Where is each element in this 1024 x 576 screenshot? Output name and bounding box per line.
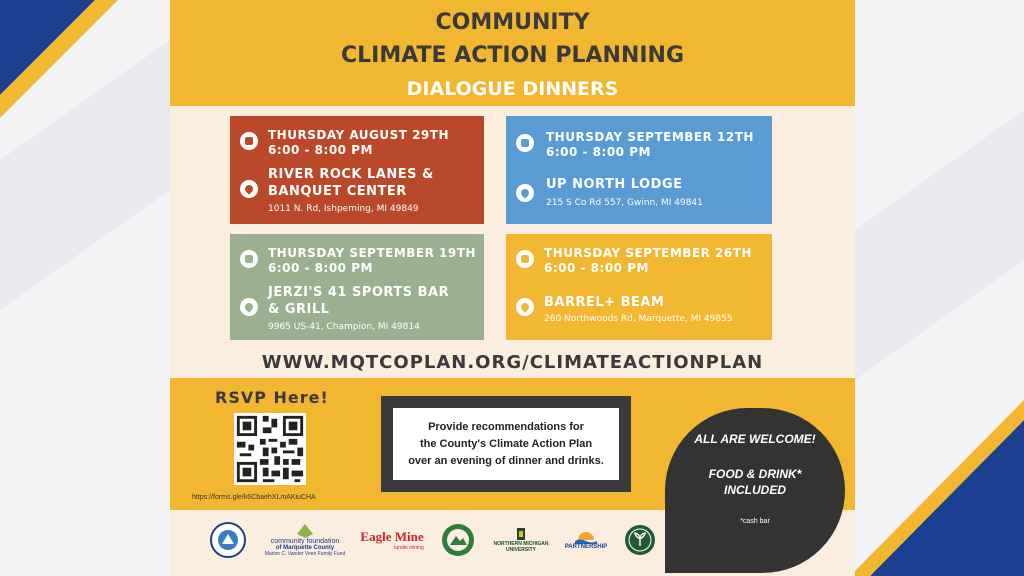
- location-pin-icon: [516, 184, 534, 202]
- event-date: THURSDAY SEPTEMBER 12TH: [546, 130, 754, 144]
- leaf-icon: [297, 524, 313, 538]
- website-url[interactable]: WWW.MQTCOPLAN.ORG/CLIMATEACTIONPLAN: [261, 352, 764, 373]
- venue-name: BARREL+ BEAM: [544, 295, 665, 310]
- food-drink-line-2: INCLUDED: [724, 483, 786, 497]
- event-date: THURSDAY AUGUST 29TH: [268, 128, 450, 142]
- location-pin-icon: [240, 298, 258, 316]
- event-card-aug-29: [230, 116, 484, 224]
- seal-icon: [210, 522, 246, 558]
- sun-wave-icon: [575, 530, 597, 544]
- calendar-icon: [516, 250, 534, 268]
- location-pin-icon: [516, 298, 534, 316]
- cash-bar-note: *cash bar: [740, 518, 770, 525]
- venue-address: 260 Northwoods Rd, Marquette, MI 49855: [544, 314, 733, 324]
- calendar-icon: [240, 250, 258, 268]
- dark-green-circle-logo: [622, 522, 658, 558]
- welcome-text: ALL ARE WELCOME!: [694, 432, 816, 446]
- title-line-1: COMMUNITY: [435, 10, 590, 35]
- description-line-1: Provide recommendations for: [428, 420, 584, 433]
- nmu-emblem-icon: [514, 527, 528, 541]
- mountain-icon: [441, 523, 475, 557]
- description-box: [381, 396, 631, 492]
- venue-name-line-2: BANQUET CENTER: [268, 184, 407, 199]
- flyer: [170, 0, 855, 576]
- location-pin-icon: [240, 180, 258, 198]
- event-time: 6:00 - 8:00 PM: [268, 143, 373, 157]
- partnership-logo: PARTNERSHIP: [558, 522, 614, 558]
- calendar-icon: [240, 132, 258, 150]
- venue-name-line-1: RIVER ROCK LANES &: [268, 167, 434, 182]
- venue-name-line-1: JERZI'S 41 SPORTS BAR: [268, 285, 450, 300]
- calendar-icon: [516, 134, 534, 152]
- title-line-3: DIALOGUE DINNERS: [406, 78, 619, 100]
- description-line-3: over an evening of dinner and drinks.: [408, 454, 604, 467]
- venue-address: 9965 US-41, Champion, MI 49814: [268, 322, 420, 332]
- event-time: 6:00 - 8:00 PM: [268, 261, 373, 275]
- event-date: THURSDAY SEPTEMBER 19TH: [268, 246, 476, 260]
- event-card-sep-12: [506, 116, 772, 224]
- plant-icon: [624, 524, 656, 556]
- header-band: [170, 0, 855, 106]
- green-circle-logo: [440, 522, 476, 558]
- title-line-2: CLIMATE ACTION PLANNING: [340, 43, 685, 68]
- event-card-sep-26: [506, 234, 772, 340]
- venue-address: 215 S Co Rd 557, Gwinn, MI 49841: [546, 198, 703, 208]
- marquette-county-seal-logo: [208, 522, 248, 558]
- event-time: 6:00 - 8:00 PM: [546, 145, 651, 159]
- community-foundation-logo: community foundation of Marquette County Marion C. Vander Veen Family Fund: [262, 522, 348, 558]
- food-drink-line-1: FOOD & DRINK*: [708, 467, 802, 481]
- venue-name-line-2: & GRILL: [268, 302, 330, 317]
- qr-code[interactable]: [234, 413, 306, 485]
- event-time: 6:00 - 8:00 PM: [544, 261, 649, 275]
- description-line-2: the County's Climate Action Plan: [419, 437, 593, 450]
- event-date: THURSDAY SEPTEMBER 26TH: [544, 246, 752, 260]
- rsvp-title: RSVP Here!: [215, 388, 329, 407]
- welcome-badge: [665, 408, 845, 573]
- event-card-sep-19: [230, 234, 484, 340]
- eagle-mine-logo: Eagle Mine lundin mining: [360, 529, 424, 551]
- nmu-logo: NORTHERN MICHIGAN UNIVERSITY: [488, 522, 554, 558]
- venue-name: UP NORTH LODGE: [546, 177, 683, 192]
- rsvp-link[interactable]: https://forms.gle/k6CbaehXLmAKiuCHA: [192, 494, 316, 501]
- venue-address: 1011 N. Rd, Ishpeming, MI 49849: [268, 204, 419, 214]
